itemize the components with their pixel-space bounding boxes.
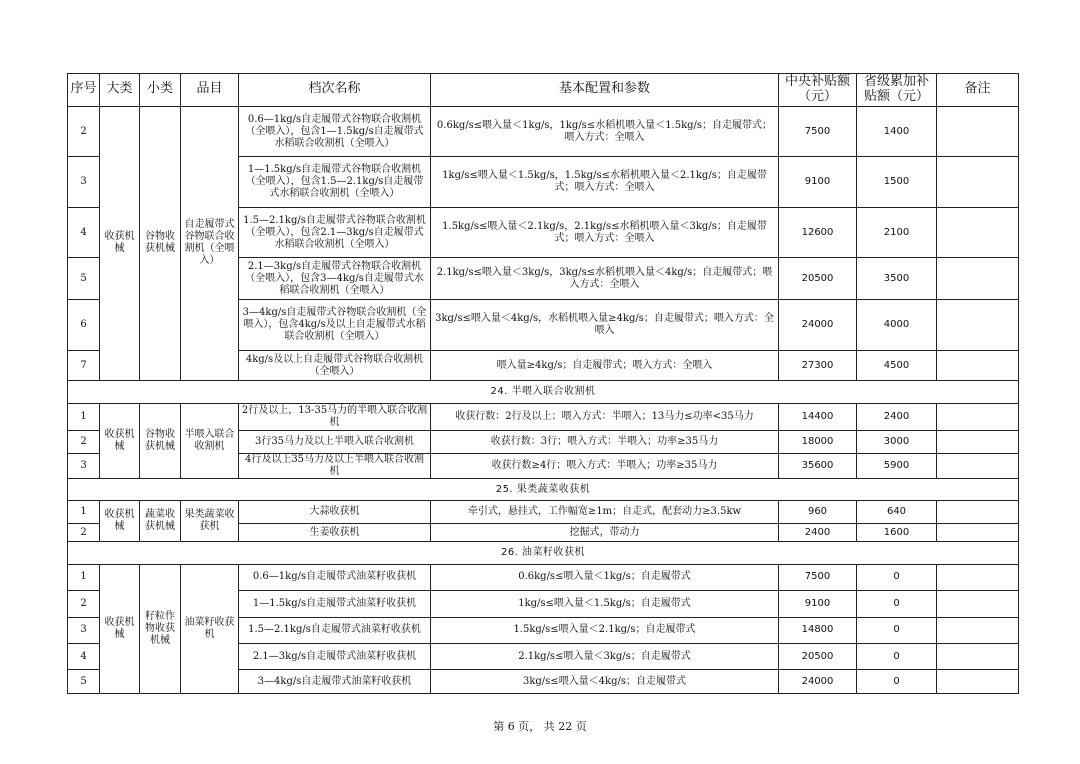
- central-subsidy: 12600: [779, 208, 857, 258]
- row-seq: 5: [68, 670, 100, 694]
- major-category: 收获机械: [100, 501, 140, 542]
- header-central: 中央补贴额（元）: [779, 74, 857, 107]
- header-item: 品目: [181, 74, 239, 107]
- section-title: 24. 半喂入联合收割机: [68, 381, 1019, 403]
- row-seq: 1: [68, 403, 100, 430]
- provincial-subsidy: 3500: [857, 258, 937, 300]
- item-category: 半喂入联合收割机: [181, 403, 239, 478]
- grade-name: 1.5—2.1kg/s自走履带式谷物联合收割机（全喂入），包含2.1—3kg/s自走履带式水稻联合收割机（全喂入）: [239, 208, 431, 258]
- table-row: [68, 501, 1019, 523]
- provincial-subsidy: 1500: [857, 157, 937, 208]
- header-remark: 备注: [937, 74, 1019, 107]
- provincial-subsidy: 2100: [857, 208, 937, 258]
- config-params: 收获行数：3行；喂入方式：半喂入；功率≥35马力: [431, 431, 779, 453]
- row-seq: 2: [68, 106, 100, 157]
- item-category: 油菜籽收获机: [181, 564, 239, 693]
- grade-name: 2.1—3kg/s自走履带式谷物联合收割机（全喂入），包含3—4kg/s自走履带式水稻联合收割机（全喂入）: [239, 258, 431, 300]
- row-seq: 2: [68, 431, 100, 453]
- row-seq: 3: [68, 617, 100, 643]
- central-subsidy: 24000: [779, 670, 857, 694]
- config-params: 2.1kg/s≤喂入量＜3kg/s；自走履带式: [431, 643, 779, 669]
- remark-cell: [937, 453, 1019, 478]
- provincial-subsidy: 1600: [857, 523, 937, 541]
- central-subsidy: 2400: [779, 523, 857, 541]
- central-subsidy: 7500: [779, 564, 857, 590]
- config-params: 2.1kg/s≤喂入量＜3kg/s，3kg/s≤水稻机喂入量＜4kg/s；自走履带式；喂入方式：全喂入: [431, 258, 779, 300]
- grade-name: 3—4kg/s自走履带式谷物联合收割机（全喂入），包含4kg/s及以上自走履带式水稻联合收割机（全喂入）: [239, 299, 431, 350]
- config-params: 3kg/s≤喂入量＜4kg/s；自走履带式: [431, 670, 779, 694]
- provincial-subsidy: 4500: [857, 350, 937, 381]
- row-seq: 7: [68, 350, 100, 381]
- row-seq: 5: [68, 258, 100, 300]
- provincial-subsidy: 0: [857, 643, 937, 669]
- central-subsidy: 14400: [779, 403, 857, 430]
- config-params: 收获行数：2行及以上；喂入方式：半喂入；13马力≤功率<35马力: [431, 403, 779, 430]
- config-params: 喂入量≥4kg/s；自走履带式；喂入方式：全喂入: [431, 350, 779, 381]
- provincial-subsidy: 0: [857, 591, 937, 617]
- grade-name: 生姜收获机: [239, 523, 431, 541]
- item-category: 自走履带式谷物联合收割机（全喂入）: [181, 106, 239, 381]
- row-seq: 4: [68, 208, 100, 258]
- remark-cell: [937, 258, 1019, 300]
- config-params: 0.6kg/s≤喂入量＜1kg/s，1kg/s≤水稻机喂入量＜1.5kg/s；自走履带式；喂入方式：全喂入: [431, 106, 779, 157]
- remark-cell: [937, 670, 1019, 694]
- grade-name: 2.1—3kg/s自走履带式油菜籽收获机: [239, 643, 431, 669]
- row-seq: 1: [68, 501, 100, 523]
- header-major: 大类: [100, 74, 140, 107]
- grade-name: 1—1.5kg/s自走履带式油菜籽收获机: [239, 591, 431, 617]
- header-grade: 档次名称: [239, 74, 431, 107]
- config-params: 1.5kg/s≤喂入量＜2.1kg/s；自走履带式: [431, 617, 779, 643]
- central-subsidy: 27300: [779, 350, 857, 381]
- remark-cell: [937, 106, 1019, 157]
- remark-cell: [937, 299, 1019, 350]
- grade-name: 4行及以上35马力及以上半喂入联合收割机: [239, 453, 431, 478]
- remark-cell: [937, 643, 1019, 669]
- grade-name: 0.6—1kg/s自走履带式谷物联合收割机（全喂入），包含1—1.5kg/s自走履带式水稻联合收割机（全喂入）: [239, 106, 431, 157]
- central-subsidy: 35600: [779, 453, 857, 478]
- provincial-subsidy: 2400: [857, 403, 937, 430]
- remark-cell: [937, 564, 1019, 590]
- section-title-row: [68, 479, 1019, 501]
- grade-name: 3行35马力及以上半喂入联合收割机: [239, 431, 431, 453]
- row-seq: 4: [68, 643, 100, 669]
- central-subsidy: 9100: [779, 157, 857, 208]
- row-seq: 2: [68, 523, 100, 541]
- remark-cell: [937, 431, 1019, 453]
- major-category: 收获机械: [100, 564, 140, 693]
- remark-cell: [937, 350, 1019, 381]
- config-params: 牵引式，悬挂式，工作幅宽≥1m；自走式，配套动力≥3.5kw: [431, 501, 779, 523]
- table-row: [68, 564, 1019, 590]
- grade-name: 大蒜收获机: [239, 501, 431, 523]
- item-category: 果类蔬菜收获机: [181, 501, 239, 542]
- section-title: 25. 果类蔬菜收获机: [68, 479, 1019, 501]
- row-seq: 3: [68, 157, 100, 208]
- grade-name: 3—4kg/s自走履带式油菜籽收获机: [239, 670, 431, 694]
- section-title: 26. 油菜籽收获机: [68, 542, 1019, 564]
- provincial-subsidy: 0: [857, 564, 937, 590]
- central-subsidy: 14800: [779, 617, 857, 643]
- config-params: 0.6kg/s≤喂入量＜1kg/s；自走履带式: [431, 564, 779, 590]
- header-minor: 小类: [140, 74, 181, 107]
- grade-name: 4kg/s及以上自走履带式谷物联合收割机（全喂入）: [239, 350, 431, 381]
- central-subsidy: 960: [779, 501, 857, 523]
- remark-cell: [937, 501, 1019, 523]
- config-params: 收获行数≥4行；喂入方式：半喂入；功率≥35马力: [431, 453, 779, 478]
- table-row: [68, 106, 1019, 157]
- grade-name: 1.5—2.1kg/s自走履带式油菜籽收获机: [239, 617, 431, 643]
- central-subsidy: 20500: [779, 258, 857, 300]
- remark-cell: [937, 403, 1019, 430]
- remark-cell: [937, 523, 1019, 541]
- grade-name: 2行及以上，13-35马力的半喂入联合收割机: [239, 403, 431, 430]
- central-subsidy: 24000: [779, 299, 857, 350]
- provincial-subsidy: 0: [857, 670, 937, 694]
- config-params: 挖掘式，带动力: [431, 523, 779, 541]
- provincial-subsidy: 1400: [857, 106, 937, 157]
- row-seq: 2: [68, 591, 100, 617]
- central-subsidy: 20500: [779, 643, 857, 669]
- major-category: 收获机械: [100, 403, 140, 478]
- section-title-row: [68, 381, 1019, 403]
- config-params: 1kg/s≤喂入量＜1.5kg/s，1.5kg/s≤水稻机喂入量＜2.1kg/s；自走履带式；喂入方式：全喂入: [431, 157, 779, 208]
- provincial-subsidy: 0: [857, 617, 937, 643]
- central-subsidy: 18000: [779, 431, 857, 453]
- minor-category: 籽粒作物收获机械: [140, 564, 181, 693]
- config-params: 1.5kg/s≤喂入量＜2.1kg/s，2.1kg/s≤水稻机喂入量＜3kg/s；自走履带式；喂入方式：全喂入: [431, 208, 779, 258]
- header-seq: 序号: [68, 74, 100, 107]
- header-config: 基本配置和参数: [431, 74, 779, 107]
- remark-cell: [937, 157, 1019, 208]
- table-row: [68, 403, 1019, 430]
- provincial-subsidy: 4000: [857, 299, 937, 350]
- minor-category: 蔬菜收获机械: [140, 501, 181, 542]
- remark-cell: [937, 591, 1019, 617]
- minor-category: 谷物收获机械: [140, 106, 181, 381]
- grade-name: 1—1.5kg/s自走履带式谷物联合收割机（全喂入），包含1.5—2.1kg/s自走履带式水稻联合收割机（全喂入）: [239, 157, 431, 208]
- row-seq: 1: [68, 564, 100, 590]
- provincial-subsidy: 3000: [857, 431, 937, 453]
- provincial-subsidy: 640: [857, 501, 937, 523]
- section-title-row: [68, 542, 1019, 564]
- provincial-subsidy: 5900: [857, 453, 937, 478]
- remark-cell: [937, 617, 1019, 643]
- page-footer: 第 6 页， 共 22 页: [493, 720, 587, 733]
- subsidy-table: [67, 73, 1019, 694]
- central-subsidy: 9100: [779, 591, 857, 617]
- major-category: 收获机械: [100, 106, 140, 381]
- row-seq: 3: [68, 453, 100, 478]
- remark-cell: [937, 208, 1019, 258]
- header-row: [68, 74, 1019, 107]
- header-provincial: 省级累加补贴额（元）: [857, 74, 937, 107]
- central-subsidy: 7500: [779, 106, 857, 157]
- config-params: 3kg/s≤喂入量＜4kg/s，水稻机喂入量≥4kg/s；自走履带式；喂入方式：全喂入: [431, 299, 779, 350]
- row-seq: 6: [68, 299, 100, 350]
- config-params: 1kg/s≤喂入量＜1.5kg/s；自走履带式: [431, 591, 779, 617]
- minor-category: 谷物收获机械: [140, 403, 181, 478]
- grade-name: 0.6—1kg/s自走履带式油菜籽收获机: [239, 564, 431, 590]
